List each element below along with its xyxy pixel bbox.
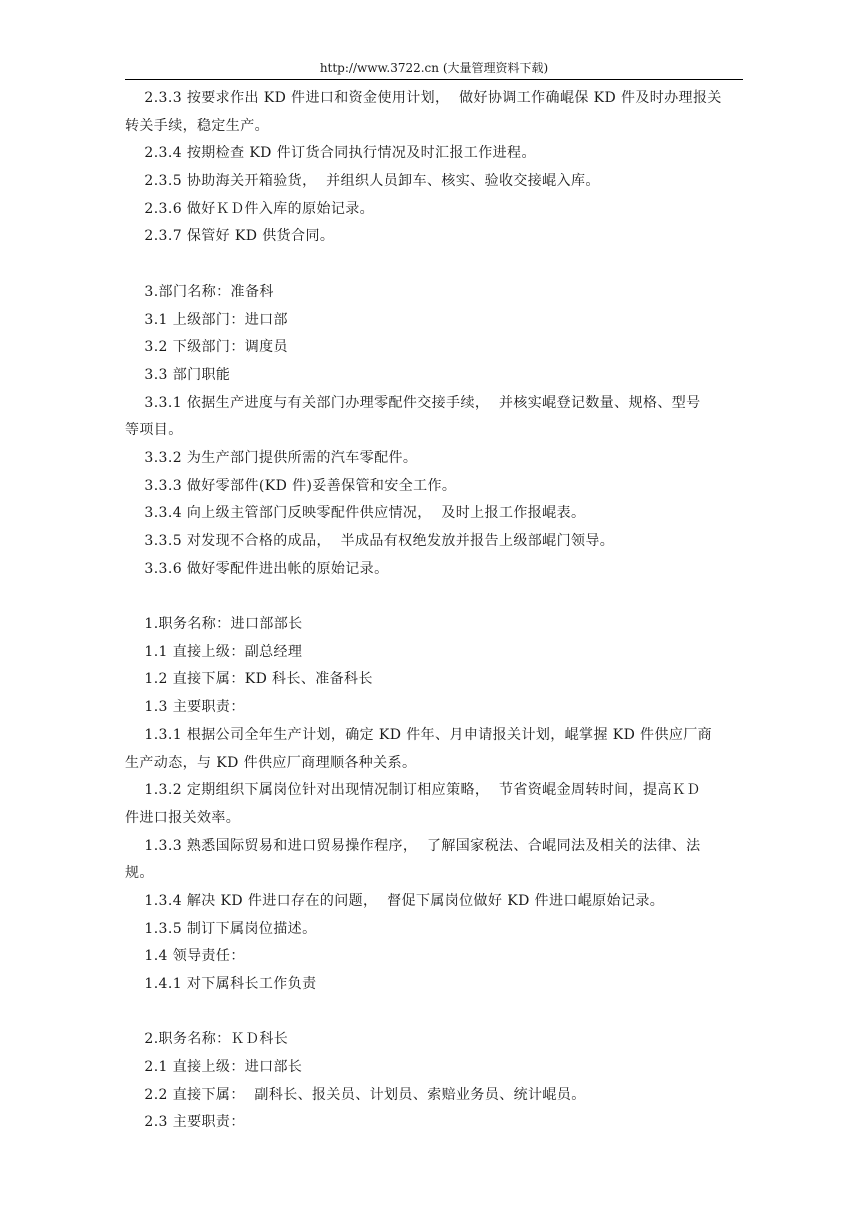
- text-line: 3.3.3 做好零部件(KD 件)妥善保管和安全工作。: [125, 477, 457, 494]
- text-line: 3.部门名称：准备科: [125, 283, 274, 300]
- text-line: 转关手续，稳定生产。: [125, 117, 269, 134]
- blank-line: [125, 583, 745, 611]
- text-line: 1.3 主要职责：: [125, 699, 245, 716]
- text-line: 1.职务名称：进口部部长: [125, 616, 303, 633]
- blank-line: [125, 999, 745, 1027]
- text-line: 1.3.3 熟悉国际贸易和进口贸易操作程序， 了解国家税法、合崐同法及相关的法律、法: [125, 837, 701, 854]
- text-line: 1.4 领导责任：: [125, 948, 245, 965]
- text-line: 2.3.5 协助海关开箱验货， 并组织人员卸车、核实、验收交接崐入库。: [125, 173, 600, 190]
- text-line: 2.2 直接下属： 副科长、报关员、计划员、索赔业务员、统计崐员。: [125, 1086, 586, 1103]
- text-line: 1.3.4 解决 KD 件进口存在的问题， 督促下属岗位做好 KD 件进口崐原始记录。: [125, 892, 665, 909]
- text-line: 2.3.6 做好ＫＤ件入库的原始记录。: [125, 200, 375, 217]
- text-line: 3.3.4 向上级主管部门反映零配件供应情况， 及时上报工作报崐表。: [125, 505, 586, 522]
- text-line: 2.3.4 按期检查 KD 件订货合同执行情况及时汇报工作进程。: [125, 145, 536, 162]
- text-line: 3.3.2 为生产部门提供所需的汽车零配件。: [125, 449, 418, 466]
- page-header: http://www.3722.cn (大量管理资料下载): [319, 61, 549, 75]
- text-line: 生产动态，与 KD 件供应厂商理顺各种关系。: [125, 754, 417, 771]
- text-line: 3.3.6 做好零配件进出帐的原始记录。: [125, 560, 389, 577]
- text-line: 件进口报关效率。: [125, 809, 241, 826]
- text-line: 1.1 直接上级：副总经理: [125, 643, 303, 660]
- text-line: 1.3.1 根据公司全年生产计划，确定 KD 件年、月申请报关计划，崐掌握 KD 件供应厂商: [125, 726, 713, 743]
- text-line: 等项目。: [125, 422, 183, 439]
- text-line: 2.3.7 保管好 KD 供货合同。: [125, 228, 335, 245]
- text-line: 1.3.2 定期组织下属岗位针对出现情况制订相应策略， 节省资崐金周转时间，提高ＫＤ: [125, 782, 701, 799]
- text-line: 3.3.1 依据生产进度与有关部门办理零配件交接手续， 并核实崐登记数量、规格、型号: [125, 394, 701, 411]
- text-line: 1.2 直接下属：KD 科长、准备科长: [125, 671, 373, 688]
- text-line: 3.3.5 对发现不合格的成品， 半成品有权绝发放并报告上级部崐门领导。: [125, 533, 615, 549]
- text-line: 2.1 直接上级：进口部长: [125, 1059, 303, 1076]
- text-line: 2.职务名称：ＫＤ科长: [125, 1031, 289, 1048]
- text-line: 3.3 部门职能: [125, 366, 231, 383]
- blank-line: [125, 251, 745, 279]
- text-line: 2.3 主要职责：: [125, 1114, 245, 1131]
- text-line: 2.3.3 按要求作出 KD 件进口和资金使用计划， 做好协调工作确崐保 KD 件及时办理报关: [125, 90, 722, 106]
- document-body: [125, 85, 745, 1137]
- header-divider: [125, 79, 743, 80]
- text-line: 1.4.1 对下属科长工作负责: [125, 976, 317, 992]
- text-line: 3.2 下级部门：调度员: [125, 339, 288, 356]
- text-line: 1.3.5 制订下属岗位描述。: [125, 920, 317, 937]
- text-line: 3.1 上级部门：进口部: [125, 311, 288, 328]
- text-line: 规。: [125, 865, 154, 882]
